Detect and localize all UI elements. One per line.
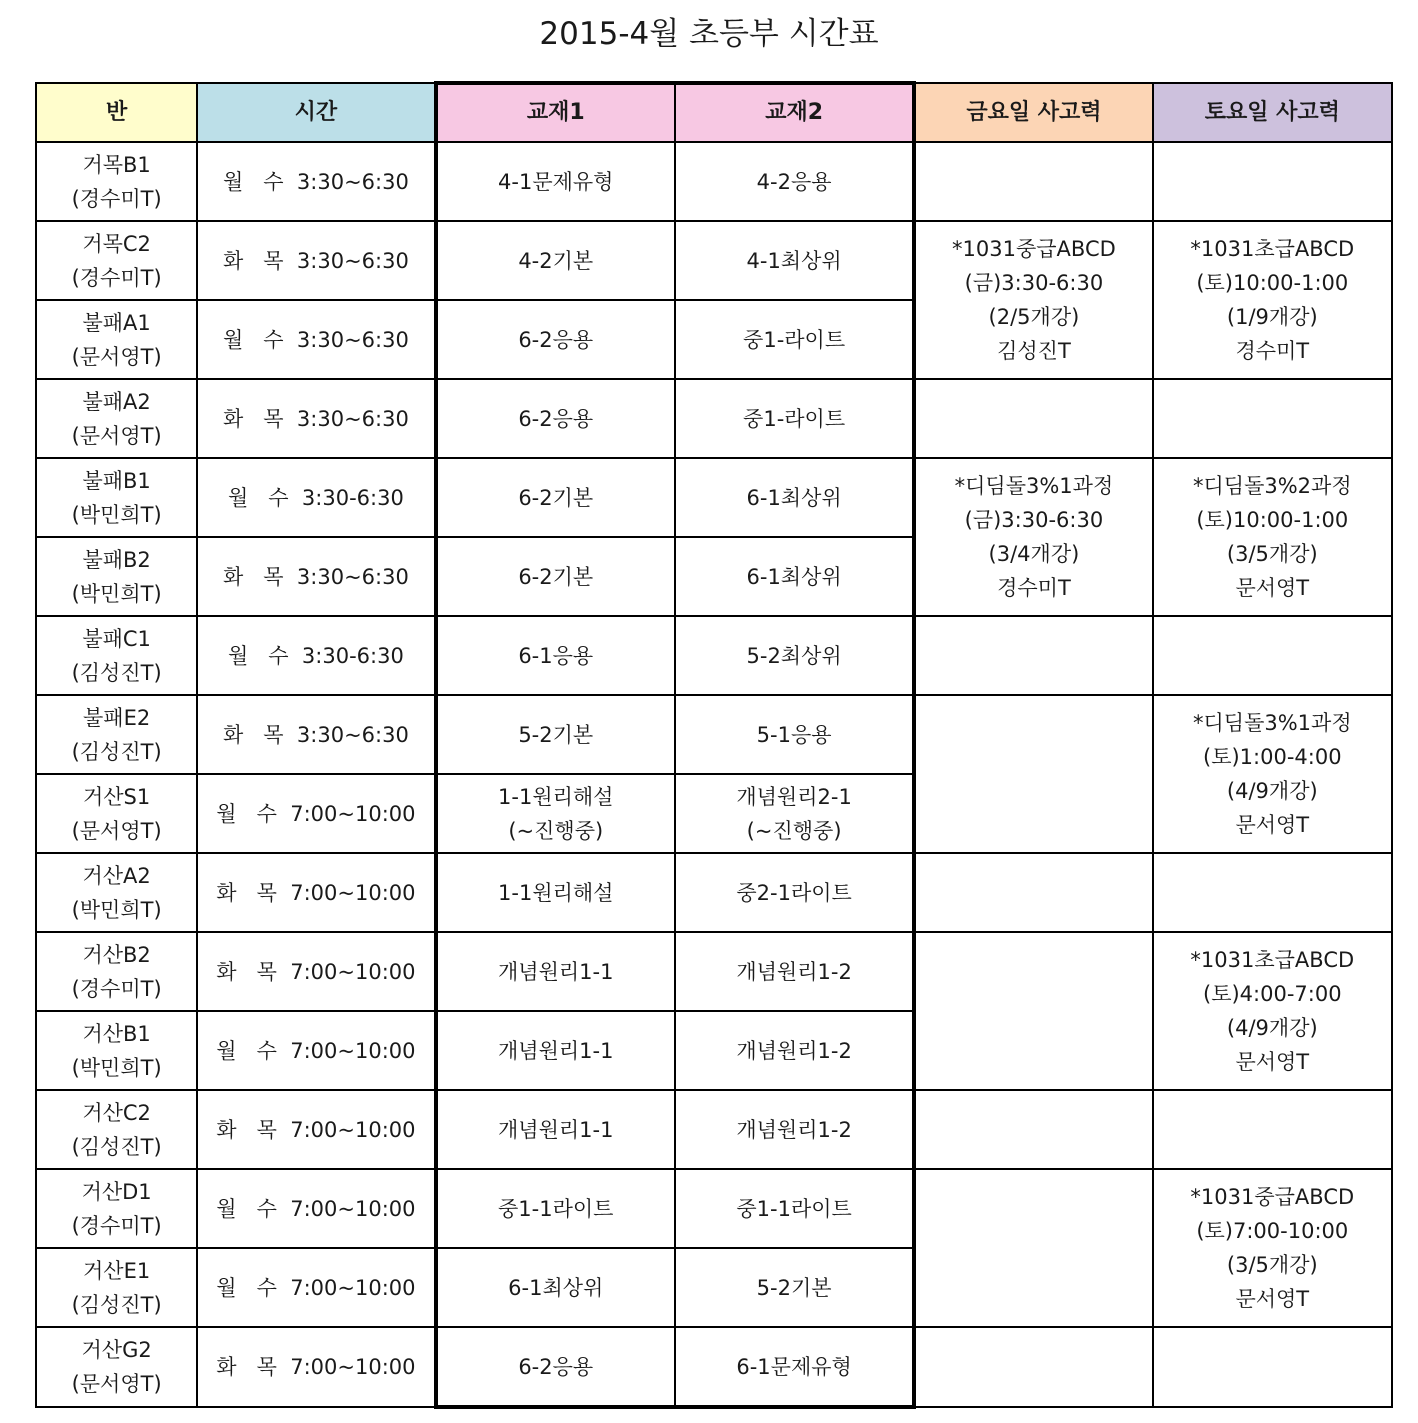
book1-cell [436,932,675,1011]
class-name-cell [36,142,197,221]
cell-line: 1-1원리해설 [498,880,614,905]
book2-cell [675,1011,914,1090]
cell-line: 6-1문제유형 [736,1354,852,1379]
cell-line: 개념원리1-1 [498,959,614,984]
cell-line: 불패C1 [82,626,151,651]
friday-class-cell [914,932,1152,1090]
cell-line: (김성진T) [71,660,162,685]
book1-cell [436,1011,675,1090]
book1-cell [436,616,675,695]
saturday-class-cell [1153,1090,1392,1169]
cell-line: 6-2응용 [518,327,594,352]
cell-line: 개념원리1-2 [736,1117,852,1142]
book2-cell [675,695,914,774]
cell-line: 6-2기본 [518,564,594,589]
cell-line: 거산B2 [82,942,151,967]
time-cell: 화 목 3:30~6:30 [197,695,435,774]
class-name-cell [36,221,197,300]
class-name-cell [36,932,197,1011]
cell-line: (박민희T) [71,502,162,527]
cell-line: (토)4:00-7:00 [1203,982,1342,1006]
cell-line: (경수미T) [71,1213,162,1238]
cell-line: 불패B2 [82,547,151,572]
header-book2: 교재2 [675,83,914,142]
cell-line: (박민희T) [71,581,162,606]
friday-class-cell [914,1090,1152,1169]
book2-cell [675,221,914,300]
book2-cell [675,142,914,221]
cell-line: (3/5개강) [1226,1253,1318,1277]
book2-cell [675,774,914,853]
class-name-cell [36,458,197,537]
cell-line: (김성진T) [71,739,162,764]
time-cell: 화 목 7:00~10:00 [197,932,435,1011]
friday-class-cell [914,142,1152,221]
class-name-cell [36,1090,197,1169]
time-cell: 월 수 3:30~6:30 [197,300,435,379]
page-title: 2015-4월 초등부 시간표 [539,16,879,52]
book1-cell [436,1327,675,1407]
header-row [36,83,1392,142]
class-name-cell [36,853,197,932]
class-name-cell [36,1011,197,1090]
cell-line: (김성진T) [71,1292,162,1317]
cell-line: 6-1최상위 [746,485,842,510]
cell-line: 6-1최상위 [508,1275,604,1300]
cell-line: 개념원리1-2 [736,1038,852,1063]
cell-line: 문서영T [1235,813,1310,837]
cell-line: (토)1:00-4:00 [1203,745,1342,769]
table-row [36,932,1392,1011]
friday-class-cell [914,1327,1152,1407]
cell-line: 4-2응용 [756,169,832,194]
time-cell: 월 수 3:30-6:30 [197,458,435,537]
friday-class-cell [914,379,1152,458]
saturday-class-cell [1153,458,1392,616]
book1-cell [436,221,675,300]
cell-line: (경수미T) [71,976,162,1001]
cell-line: 1-1원리해설 [498,784,614,809]
cell-line: 4-1문제유형 [498,169,614,194]
table-row [36,221,1392,300]
time-cell: 화 목 3:30~6:30 [197,537,435,616]
cell-line: *1031초급ABCD [1190,237,1355,261]
cell-line: 불패B1 [82,468,151,493]
book1-cell [436,774,675,853]
cell-line: 개념원리1-1 [498,1038,614,1063]
cell-line: 중1-라이트 [743,406,846,431]
header-friday: 금요일 사고력 [914,83,1152,142]
cell-line: (김성진T) [71,1134,162,1159]
cell-line: 개념원리1-1 [498,1117,614,1142]
cell-line: 중1-라이트 [743,327,846,352]
cell-line: (3/5개강) [1226,542,1318,566]
book1-cell [436,379,675,458]
book1-cell [436,458,675,537]
time-cell: 월 수 3:30~6:30 [197,142,435,221]
class-name-cell [36,537,197,616]
cell-line: 개념원리2-1 [736,784,852,809]
cell-line: 경수미T [997,576,1071,600]
saturday-class-cell [1153,142,1392,221]
time-cell: 화 목 3:30~6:30 [197,221,435,300]
cell-line: (금)3:30-6:30 [964,508,1104,532]
cell-line: (3/4개강) [988,542,1080,566]
book1-cell [436,1169,675,1248]
cell-line: 거산A2 [82,863,151,888]
time-cell: 월 수 3:30-6:30 [197,616,435,695]
book2-cell [675,537,914,616]
class-name-cell [36,1248,197,1327]
time-cell: 화 목 7:00~10:00 [197,853,435,932]
friday-class-cell [914,221,1152,379]
cell-line: 개념원리1-2 [736,959,852,984]
saturday-class-cell [1153,1327,1392,1407]
book2-cell [675,1248,914,1327]
table-row [36,142,1392,221]
cell-line: 6-1최상위 [746,564,842,589]
cell-line: *디딤돌3%1과정 [1193,711,1352,735]
cell-line: 6-1응용 [518,643,594,668]
class-name-cell [36,1327,197,1407]
cell-line: 거목C2 [82,231,151,256]
cell-line: *디딤돌3%1과정 [954,474,1114,498]
time-cell: 월 수 7:00~10:00 [197,774,435,853]
cell-line: 중1-1라이트 [736,1196,852,1221]
schedule-table [35,81,1393,1409]
saturday-class-cell [1153,221,1392,379]
cell-line: 5-1응용 [756,722,832,747]
time-cell: 월 수 7:00~10:00 [197,1248,435,1327]
cell-line: (문서영T) [71,423,162,448]
saturday-class-cell [1153,379,1392,458]
class-name-cell [36,616,197,695]
cell-line: 불패E2 [83,705,151,730]
saturday-class-cell [1153,932,1392,1090]
header-ban: 반 [36,83,197,142]
cell-line: (문서영T) [71,344,162,369]
cell-line: (4/9개강) [1226,779,1318,803]
table-row [36,1169,1392,1248]
cell-line: (1/9개강) [1226,305,1318,329]
class-name-cell [36,1169,197,1248]
friday-class-cell [914,853,1152,932]
book2-cell [675,1090,914,1169]
book1-cell [436,537,675,616]
book2-cell [675,458,914,537]
header-saturday: 토요일 사고력 [1153,83,1392,142]
cell-line: (토)10:00-1:00 [1196,271,1349,295]
cell-line: 4-1최상위 [746,248,842,273]
book1-cell [436,300,675,379]
cell-line: (문서영T) [71,1372,162,1396]
cell-line: *1031중급ABCD [1190,1185,1355,1209]
cell-line: 경수미T [1235,339,1310,363]
cell-line: 5-2기본 [518,722,594,747]
friday-class-cell [914,695,1152,853]
table-row [36,1327,1392,1407]
class-name-cell [36,695,197,774]
time-cell: 화 목 7:00~10:00 [197,1090,435,1169]
cell-line: (경수미T) [71,265,162,290]
cell-line: 5-2최상위 [746,643,842,668]
saturday-class-cell [1153,695,1392,853]
cell-line: 거목B1 [82,152,151,177]
friday-class-cell [914,616,1152,695]
class-name-cell [36,300,197,379]
saturday-class-cell [1153,853,1392,932]
cell-line: 거산S1 [82,784,151,809]
cell-line: *디딤돌3%2과정 [1193,474,1352,498]
book1-cell [436,1248,675,1327]
table-row [36,853,1392,932]
cell-line: 중2-1라이트 [736,880,852,905]
table-row [36,458,1392,537]
saturday-class-cell [1153,616,1392,695]
cell-line: 5-2기본 [756,1275,832,1300]
cell-line: 문서영T [1235,576,1310,600]
cell-line: 거산D1 [81,1179,152,1204]
cell-line: (금)3:30-6:30 [964,271,1104,295]
cell-line: (4/9개강) [1226,1016,1318,1040]
cell-line: 거산G2 [81,1338,152,1362]
book2-cell [675,932,914,1011]
header-time: 시간 [197,83,435,142]
cell-line: (박민희T) [71,897,162,922]
book2-cell [675,300,914,379]
book1-cell [436,853,675,932]
class-name-cell [36,379,197,458]
cell-line: 거산C2 [82,1100,151,1125]
table-row [36,695,1392,774]
book2-cell [675,379,914,458]
saturday-class-cell [1153,1169,1392,1327]
book1-cell [436,695,675,774]
cell-line: 4-2기본 [518,248,594,273]
book2-cell [675,853,914,932]
cell-line: *1031중급ABCD [952,237,1116,261]
cell-line: 문서영T [1235,1287,1310,1311]
cell-line: (박민희T) [71,1055,162,1080]
book1-cell [436,142,675,221]
friday-class-cell [914,458,1152,616]
cell-line: (2/5개강) [988,305,1080,329]
cell-line: (토)7:00-10:00 [1196,1219,1349,1243]
book2-cell [675,1169,914,1248]
time-cell: 월 수 7:00~10:00 [197,1169,435,1248]
cell-line: 불패A2 [82,389,151,414]
cell-line: 6-2기본 [518,485,594,510]
cell-line: 김성진T [997,339,1071,363]
cell-line: (토)10:00-1:00 [1196,508,1349,532]
table-row [36,379,1392,458]
class-name-cell [36,774,197,853]
time-cell: 화 목 3:30~6:30 [197,379,435,458]
book2-cell [675,1327,914,1407]
friday-class-cell [914,1169,1152,1327]
table-row [36,616,1392,695]
time-cell: 화 목 7:00~10:00 [197,1327,435,1407]
cell-line: (문서영T) [71,818,162,843]
table-row [36,1090,1392,1169]
cell-line: 중1-1라이트 [498,1196,614,1221]
cell-line: (~진행중) [746,818,842,843]
cell-line: (~진행중) [508,818,604,843]
header-book1: 교재1 [436,83,675,142]
book1-cell [436,1090,675,1169]
cell-line: 6-2응용 [518,1354,594,1379]
cell-line: 거산E1 [83,1258,151,1283]
cell-line: (경수미T) [71,186,162,211]
cell-line: 거산B1 [82,1021,151,1046]
book2-cell [675,616,914,695]
cell-line: 문서영T [1235,1050,1310,1074]
cell-line: *1031초급ABCD [1190,948,1355,972]
time-cell: 월 수 7:00~10:00 [197,1011,435,1090]
cell-line: 불패A1 [82,310,151,335]
cell-line: 6-2응용 [518,406,594,431]
